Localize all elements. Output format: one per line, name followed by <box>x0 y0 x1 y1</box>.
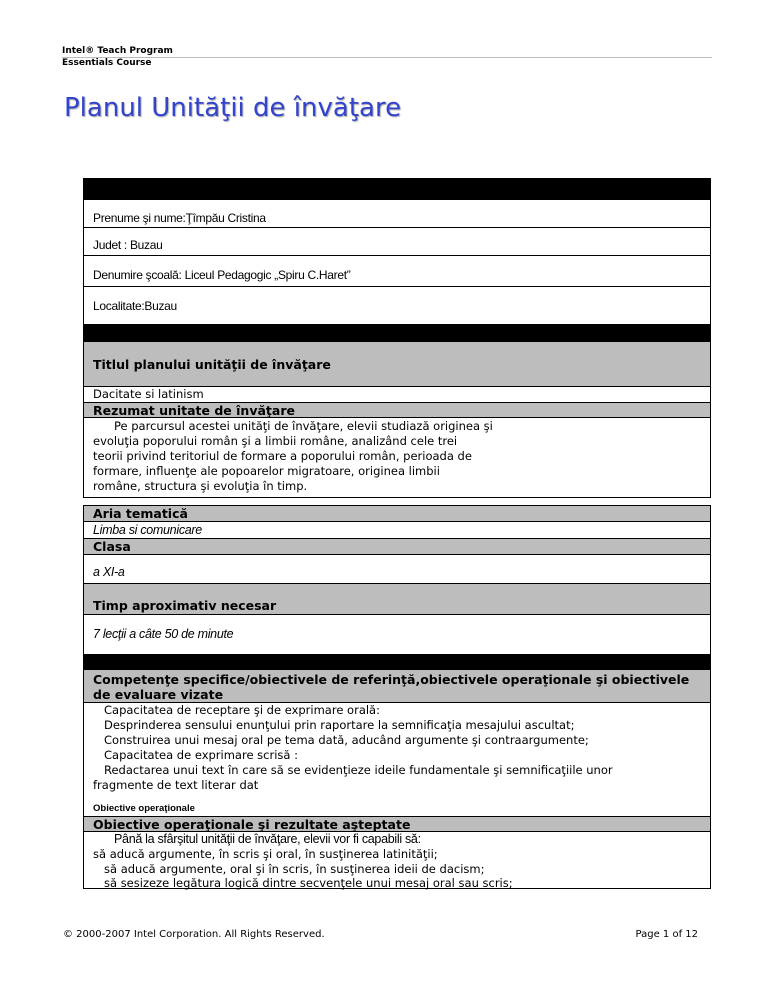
section-bar-unit <box>83 324 711 342</box>
area-value: Limba si comunicare <box>93 523 202 537</box>
summary-line: evoluţia poporului român şi a limbii române, analizând cele trei <box>93 434 458 448</box>
competence-line: Desprinderea sensului enunţului prin raportare la semnificaţia mesajului ascultat; <box>104 718 575 732</box>
competences-label-line: de evaluare vizate <box>93 687 224 702</box>
section-bar-personal <box>83 178 711 200</box>
school-field: Denumire şcoală: Liceul Pedagogic „Spiru C.Haret” <box>93 268 351 282</box>
summary-body-row <box>83 418 711 498</box>
objectives-label-row <box>83 816 711 832</box>
time-value: 7 lecţii a câte 50 de minute <box>93 627 234 641</box>
header-line-1: Intel® Teach Program <box>62 46 173 56</box>
unit-title-value: Dacitate si latinism <box>93 387 204 401</box>
objective-line: Până la sfârşitul unităţii de învăţare, elevii vor fi capabili să: <box>114 832 421 846</box>
city-field: Localitate:Buzau <box>93 299 177 313</box>
area-label-row <box>83 505 711 522</box>
competences-label-row <box>83 670 711 703</box>
grade-label-row <box>83 539 711 555</box>
city-row <box>83 287 711 324</box>
competences-label-line: Competenţe specifice/obiectivele de referinţă,obiectivele operaţionale şi obiectivele <box>93 672 690 687</box>
footer-copyright: © 2000-2007 Intel Corporation. All Rights Reserved. <box>63 929 325 940</box>
area-value-row <box>83 522 711 539</box>
competences-small-label: Obiective operaţionale <box>93 803 195 814</box>
unit-title-label: Titlul planului unităţii de învăţare <box>93 357 331 372</box>
header-line-2: Essentials Course <box>62 58 152 68</box>
summary-line: teorii privind teritoriul de formare a poporului român, perioada de <box>93 449 472 463</box>
objectives-label: Obiective operaţionale şi rezultate aşteptate <box>93 817 411 832</box>
name-row <box>83 200 711 228</box>
summary-line: Pe parcursul acestei unităţi de învăţare, elevii studiază originea şi <box>114 419 493 433</box>
time-value-row <box>83 615 711 654</box>
area-label: Aria tematică <box>93 506 188 521</box>
time-label-row <box>83 584 711 615</box>
competence-line: Capacitatea de exprimare scrisă : <box>104 748 298 762</box>
competence-line: Capacitatea de receptare şi de exprimare orală: <box>104 703 380 717</box>
grade-label: Clasa <box>93 539 131 554</box>
objective-line: să sesizeze legătura logică dintre secvenţele unui mesaj oral sau scris; <box>104 876 513 890</box>
competence-line: fragmente de text literar dat <box>93 778 259 792</box>
competence-line: Construirea unui mesaj oral pe tema dată, aducând argumente şi contraargumente; <box>104 733 589 747</box>
objectives-body-row <box>83 832 711 889</box>
summary-label: Rezumat unitate de învăţare <box>93 403 295 418</box>
competence-line: Redactarea unui text în care să se evidenţieze ideile fundamentale şi semnificaţiile unor <box>104 763 613 777</box>
summary-line: formare, influenţe ale popoarelor migratoare, originea limbii <box>93 464 440 478</box>
name-field: Prenume şi nume:Ţîmpău Cristina <box>93 211 266 225</box>
county-field: Judet : Buzau <box>93 238 163 252</box>
unit-title-value-row <box>83 387 711 402</box>
competences-body-row <box>83 703 711 816</box>
school-row <box>83 256 711 287</box>
grade-value: a XI-a <box>93 565 125 579</box>
footer-page-number: Page 1 of 12 <box>635 929 698 940</box>
objective-line: să aducă argumente, oral şi în scris, în susţinerea ideii de dacism; <box>104 862 485 876</box>
header-divider <box>62 57 712 58</box>
summary-line: române, structura şi evoluţia în timp. <box>93 479 308 493</box>
grade-value-row <box>83 555 711 584</box>
summary-label-row <box>83 402 711 418</box>
section-bar-competences <box>83 654 711 670</box>
county-row <box>83 228 711 256</box>
unit-title-label-row <box>83 342 711 387</box>
objective-line: să aducă argumente, în scris şi oral, în susţinerea latinităţii; <box>93 847 438 861</box>
page-title: Planul Unităţii de învăţare <box>64 93 402 123</box>
time-label: Timp aproximativ necesar <box>93 598 277 613</box>
